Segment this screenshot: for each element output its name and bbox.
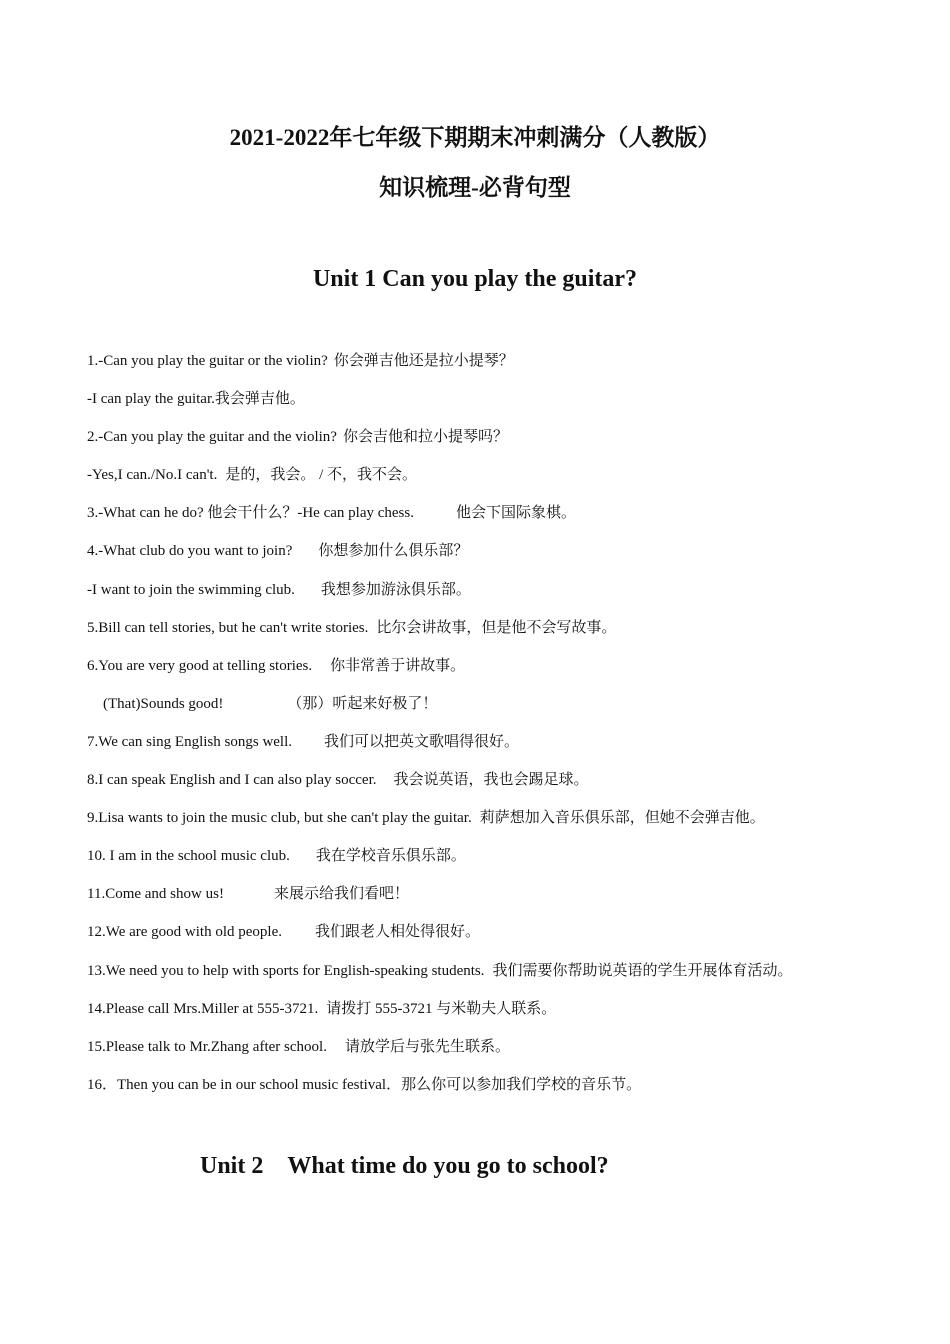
sentence-english: 12.We are good with old people.: [87, 924, 282, 941]
sentence-item: [87, 424, 907, 462]
sentence-item: [87, 767, 907, 805]
sentence-chinese: 我们跟老人相处得很好。: [315, 924, 481, 941]
sentence-item: [87, 348, 907, 386]
sentence-list: [87, 348, 907, 1110]
sentence-chinese: 来展示给我们看吧！: [273, 886, 409, 903]
sentence-chinese: 莉萨想加入音乐俱乐部，但她不会弹吉他。: [479, 810, 765, 827]
unit-1-heading: Unit 1 Can you play the guitar?: [312, 266, 638, 292]
sentence-chinese: 比尔会讲故事，但是他不会写故事。: [376, 619, 617, 636]
sentence-chinese: 我会说英语，我也会踢足球。: [393, 772, 589, 789]
sentence-english: -I can play the guitar.: [87, 391, 215, 408]
unit-2-heading: Unit 2 What time do you go to school?: [200, 1153, 609, 1179]
sentence-english: -I want to join the swimming club.: [87, 581, 295, 598]
sentence-item: [87, 729, 907, 767]
sentence-item: [87, 462, 907, 500]
sentence-english: 3.-What can he do? 他会干什么？-He can play chess.: [87, 505, 414, 522]
sentence-item: [87, 500, 907, 538]
sentence-english: -Yes,I can./No.I can't.: [87, 467, 218, 484]
sentence-english: 5.Bill can tell stories, but he can't write stories.: [87, 619, 369, 636]
sentence-chinese: 那么你可以参加我们学校的音乐节。: [401, 1076, 642, 1093]
sentence-chinese: 我们需要你帮助说英语的学生开展体育活动。: [492, 962, 793, 979]
sentence-chinese: 我想参加游泳俱乐部。: [320, 581, 471, 598]
sentence-english: 9.Lisa wants to join the music club, but she can't play the guitar.: [87, 810, 472, 827]
document-subtitle: 知识梳理-必背句型: [379, 175, 571, 200]
sentence-chinese: 我会弹吉他。: [214, 391, 305, 408]
sentence-english: 16．Then you can be in our school music festival．: [87, 1076, 402, 1093]
sentence-item: [87, 386, 907, 424]
sentence-english: 1.-Can you play the guitar or the violin?: [87, 353, 328, 369]
sentence-chinese: 是的，我会。 / 不，我不会。: [225, 467, 417, 484]
sentence-item: [87, 1072, 907, 1110]
sentence-item: [87, 843, 907, 881]
sentence-chinese: 我们可以把英文歌唱得很好。: [324, 733, 520, 750]
document-title: 2021-2022年七年级下期期末冲刺满分（人教版）: [229, 125, 721, 150]
sentence-english: 10. I am in the school music club.: [87, 848, 290, 865]
sentence-item: [87, 577, 907, 615]
sentence-chinese: 你非常善于讲故事。: [330, 657, 466, 674]
sentence-chinese: 他会下国际象棋。: [455, 505, 576, 522]
sentence-item: [87, 881, 907, 919]
sentence-chinese: 我在学校音乐俱乐部。: [315, 848, 466, 865]
sentence-chinese: （那）听起来好极了！: [287, 695, 438, 712]
sentence-chinese: 你会弹吉他还是拉小提琴？: [333, 353, 514, 369]
sentence-chinese: 请放学后与张先生联系。: [344, 1038, 510, 1055]
sentence-item: [87, 538, 907, 576]
sentence-english: 14.Please call Mrs.Miller at 555-3721.: [87, 1000, 319, 1017]
sentence-item: [87, 691, 907, 729]
sentence-english: 4.-What club do you want to join?: [87, 543, 293, 560]
sentence-chinese: 你想参加什么俱乐部？: [318, 543, 469, 560]
sentence-item: [87, 919, 907, 957]
sentence-item: [87, 996, 907, 1034]
sentence-english: 13.We need you to help with sports for English-speaking students.: [87, 962, 485, 979]
sentence-english: 15.Please talk to Mr.Zhang after school.: [87, 1038, 327, 1055]
sentence-item: [87, 615, 907, 653]
sentence-english: 7.We can sing English songs well.: [87, 733, 293, 750]
sentence-english: (That)Sounds good!: [103, 695, 224, 712]
sentence-english: 2.-Can you play the guitar and the violin?: [87, 429, 337, 446]
sentence-english: 6.You are very good at telling stories.: [87, 657, 313, 674]
sentence-chinese: 你会吉他和拉小提琴吗？: [342, 429, 508, 446]
sentence-item: [87, 653, 907, 691]
sentence-english: 8.I can speak English and I can also play soccer.: [87, 772, 377, 789]
sentence-item: [87, 958, 907, 996]
sentence-item: [87, 1034, 907, 1072]
sentence-chinese: 请拨打 555-3721 与米勒夫人联系。: [326, 1000, 557, 1017]
sentence-item: [87, 805, 907, 843]
sentence-english: 11.Come and show us!: [87, 886, 224, 903]
